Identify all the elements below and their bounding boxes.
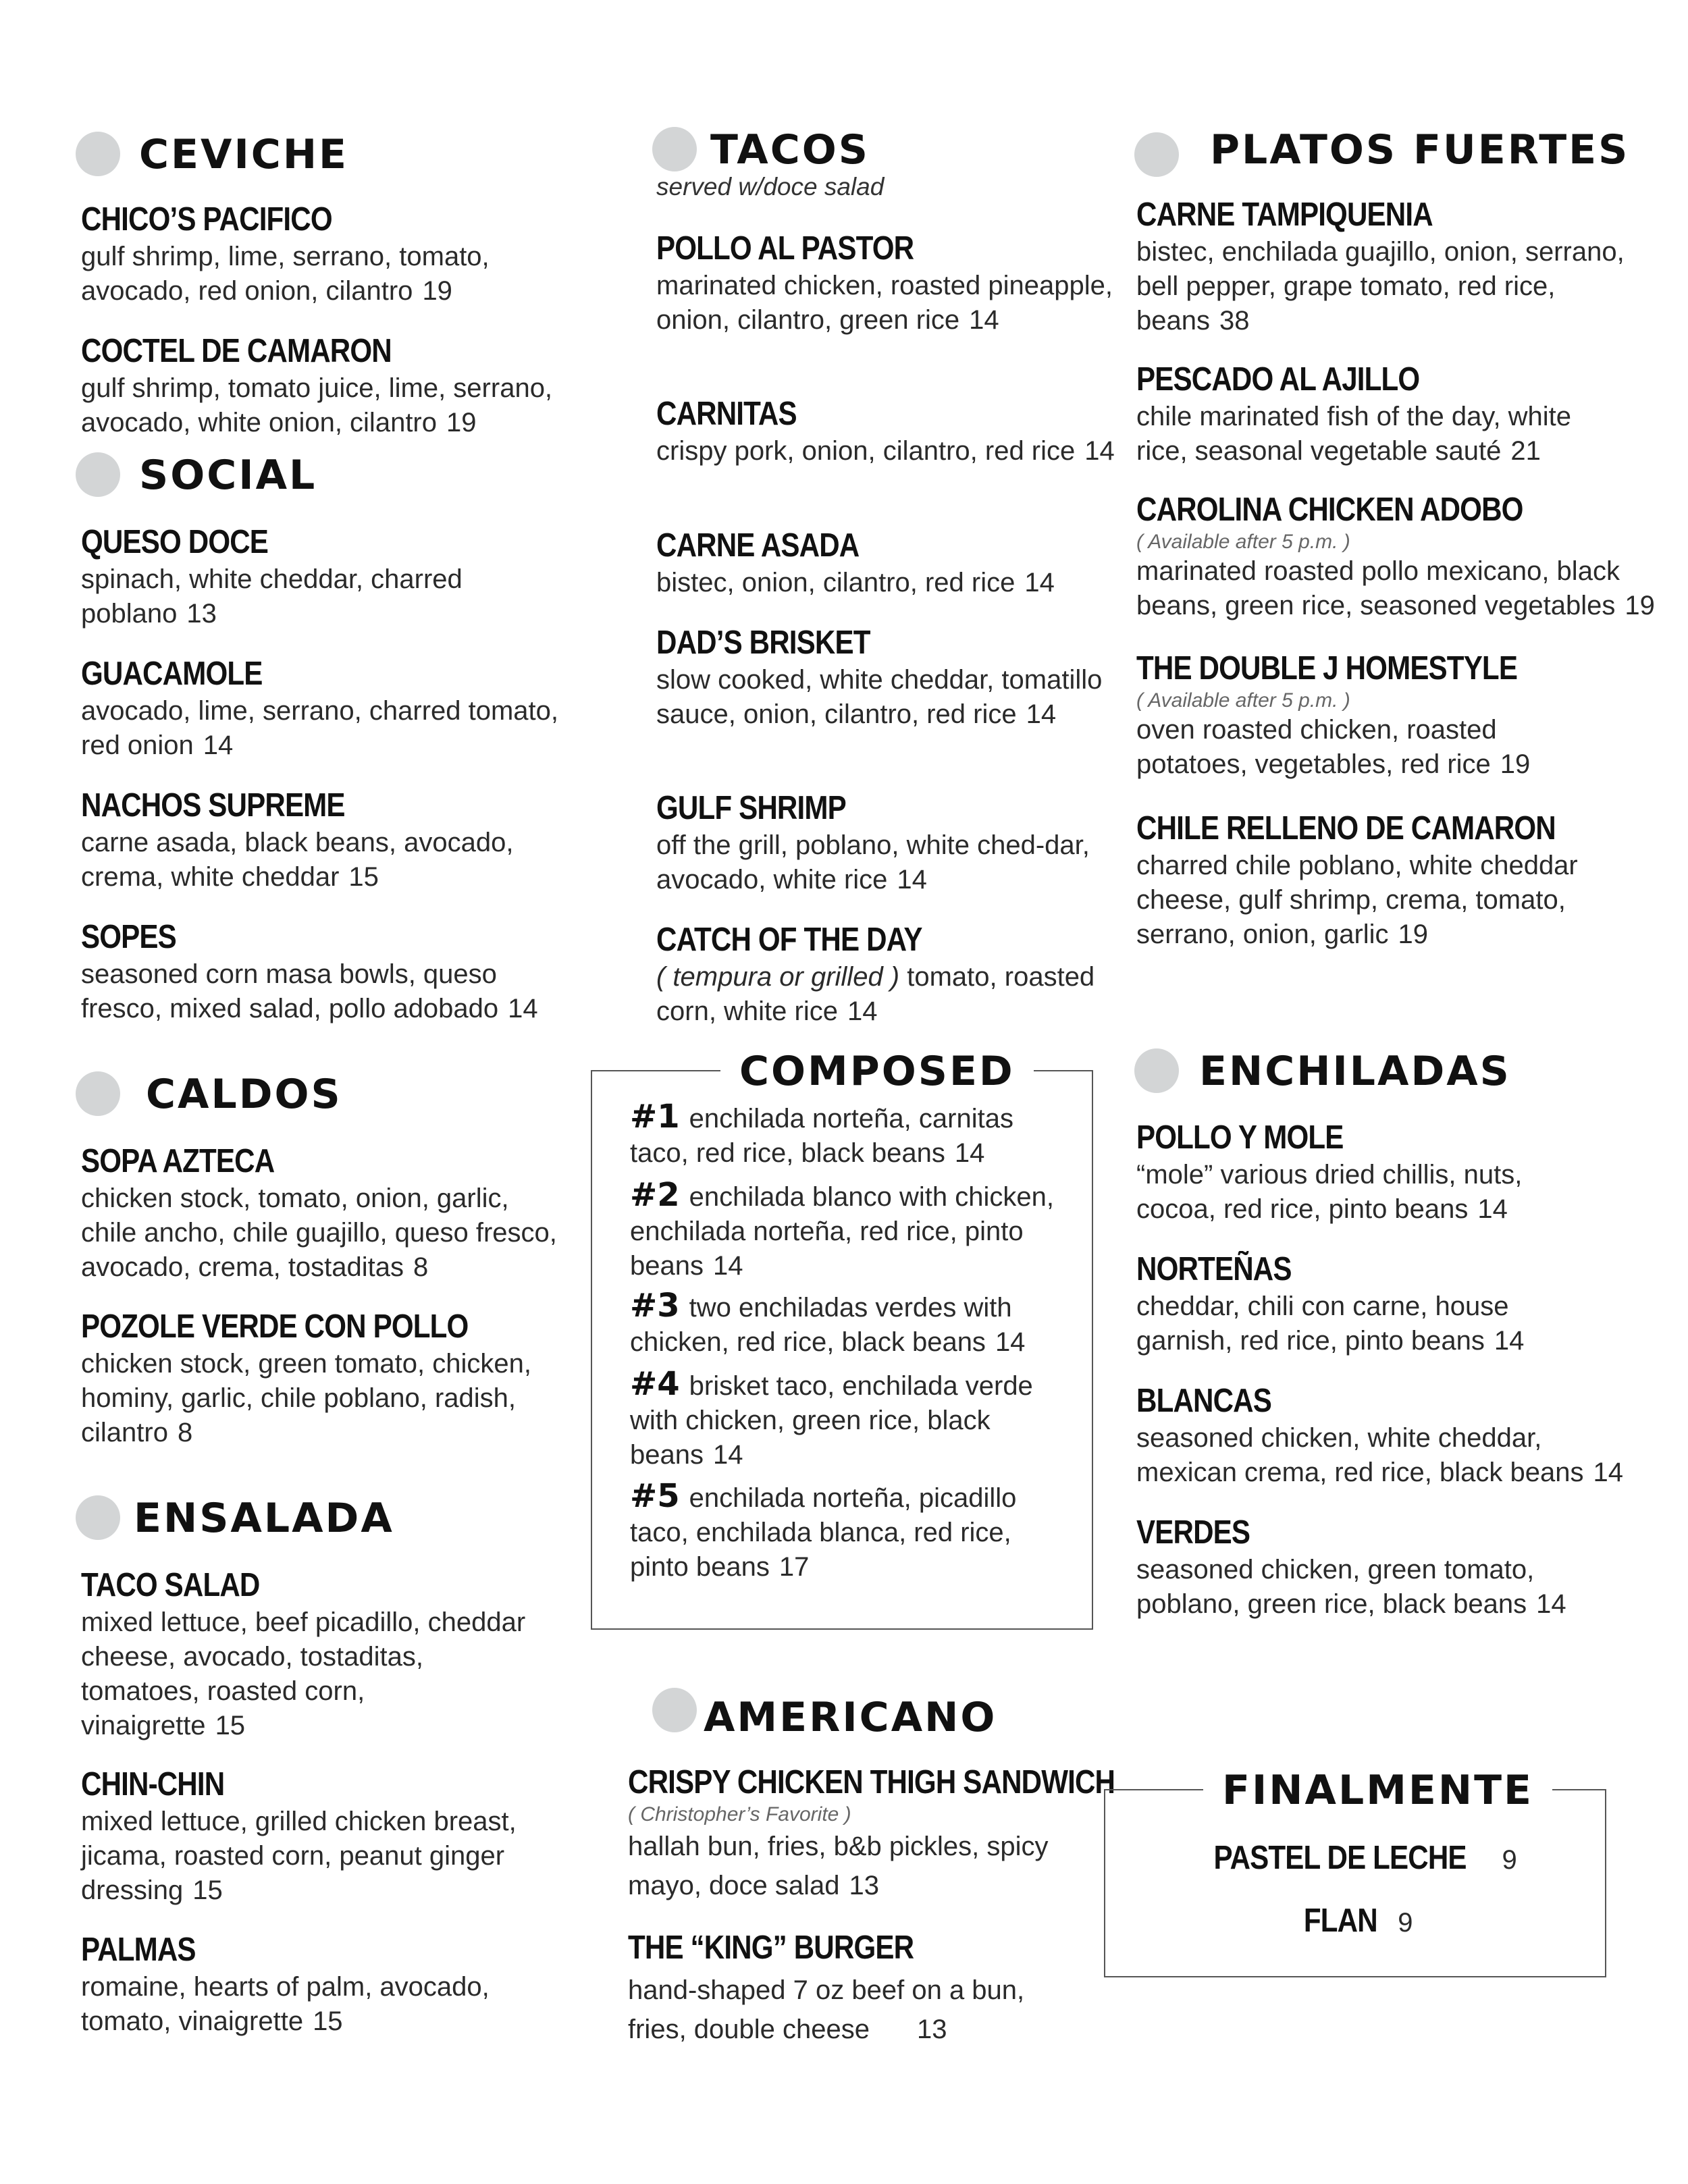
item-name: THE DOUBLE J HOMESTYLE bbox=[1136, 650, 1518, 687]
item-price: 15 bbox=[313, 2006, 343, 2036]
item-desc: romaine, hearts of palm, avocado, tomato, vinaigrette bbox=[81, 1972, 490, 2036]
dessert-name: FLAN bbox=[1303, 1902, 1377, 1939]
item-desc: marinated roasted pollo mexicano, black beans, green rice, seasoned vegetables bbox=[1136, 556, 1620, 620]
item-desc: seasoned chicken, green tomato, poblano, green rice, black beans bbox=[1136, 1555, 1535, 1619]
menu-item bbox=[81, 199, 567, 309]
item-name: PESCADO AL AJILLO bbox=[1136, 361, 1420, 398]
item-name: PALMAS bbox=[81, 1932, 196, 1968]
item-price: 19 bbox=[422, 276, 452, 306]
item-desc: tomato, roasted corn, white rice bbox=[656, 962, 1095, 1026]
combo-desc: two enchiladas verdes with chicken, red rice, black beans bbox=[630, 1293, 1012, 1357]
section-title: CALDOS bbox=[146, 1071, 342, 1118]
item-price: 19 bbox=[1398, 920, 1429, 949]
finalmente-box bbox=[1104, 1767, 1606, 1977]
section-title: TACOS bbox=[710, 126, 870, 174]
dessert-item bbox=[1105, 1839, 1605, 1877]
menu-item bbox=[81, 1929, 527, 2039]
section-dot-icon bbox=[1134, 1048, 1179, 1093]
item-price: 8 bbox=[413, 1252, 429, 1282]
item-desc: bistec, onion, cilantro, red rice bbox=[656, 568, 1016, 597]
menu-item bbox=[1136, 808, 1609, 952]
menu-item bbox=[628, 1762, 1114, 1905]
section-title: SOCIAL bbox=[139, 452, 317, 499]
combo-number: #5 bbox=[630, 1477, 680, 1515]
item-name: POZOLE VERDE CON POLLO bbox=[81, 1308, 469, 1345]
item-name: CARNE ASADA bbox=[656, 527, 860, 564]
item-name: BLANCAS bbox=[1136, 1383, 1271, 1419]
item-name: CARNITAS bbox=[656, 396, 797, 432]
menu-item bbox=[81, 331, 567, 440]
item-name: COCTEL DE CAMARON bbox=[81, 333, 392, 369]
menu-item bbox=[656, 622, 1115, 732]
item-desc: charred chile poblano, white cheddar cheese, gulf shrimp, crema, tomato, serrano, onion, garlic bbox=[1136, 851, 1578, 949]
finalmente-title: FINALMENTE bbox=[1203, 1770, 1552, 1811]
item-price: 19 bbox=[1625, 591, 1655, 620]
item-desc: “mole” various dried chillis, nuts, cocoa, red rice, pinto beans bbox=[1136, 1160, 1523, 1224]
item-desc: hand-shaped 7 oz beef on a bun, fries, double cheese bbox=[628, 1975, 1025, 2044]
section-dot-icon bbox=[652, 127, 697, 171]
item-name: CHIN-CHIN bbox=[81, 1766, 225, 1803]
item-name: CARNE TAMPIQUENIA bbox=[1136, 196, 1433, 233]
combo-price: 14 bbox=[712, 1251, 743, 1281]
item-desc: chicken stock, green tomato, chicken, hominy, garlic, chile poblano, radish, cilantro bbox=[81, 1349, 531, 1447]
item-desc: marinated chicken, roasted pineapple, onion, cilantro, green rice bbox=[656, 271, 1113, 335]
combo-item bbox=[630, 1367, 1062, 1472]
combo-number: #2 bbox=[630, 1176, 680, 1214]
item-name: TACO SALAD bbox=[81, 1567, 260, 1603]
item-name: CHILE RELLENO DE CAMARON bbox=[1136, 810, 1556, 847]
composed-box bbox=[591, 1048, 1093, 1630]
section-title: ENCHILADAS bbox=[1199, 1048, 1511, 1095]
item-name: NACHOS SUPREME bbox=[81, 787, 345, 824]
item-desc: seasoned corn masa bowls, queso fresco, mixed salad, pollo adobado bbox=[81, 959, 499, 1023]
combo-price: 14 bbox=[712, 1440, 743, 1470]
menu-item bbox=[628, 1927, 1060, 2049]
section-dot-icon bbox=[76, 452, 120, 497]
item-price: 14 bbox=[1536, 1589, 1566, 1619]
item-desc: slow cooked, white cheddar, tomatillo sauce, onion, cilantro, red rice bbox=[656, 665, 1103, 729]
item-price: 14 bbox=[1084, 436, 1115, 466]
menu-item bbox=[656, 788, 1115, 897]
item-desc: spinach, white cheddar, charred poblano bbox=[81, 564, 463, 629]
combo-desc: brisket taco, enchilada verde with chicken, green rice, black beans bbox=[630, 1371, 1033, 1470]
item-price: 13 bbox=[849, 1871, 880, 1900]
item-desc: mixed lettuce, beef picadillo, cheddar cheese, avocado, tostaditas, tomatoes, roasted corn, vinaigrette bbox=[81, 1607, 526, 1740]
menu-item bbox=[1136, 194, 1650, 338]
item-name: CATCH OF THE DAY bbox=[656, 922, 922, 958]
item-desc: chicken stock, tomato, onion, garlic, chile ancho, chile guajillo, queso fresco, avocado, crema, tostaditas bbox=[81, 1183, 557, 1282]
item-price: 15 bbox=[192, 1875, 223, 1905]
section-title: AMERICANO bbox=[704, 1694, 997, 1741]
item-price: 21 bbox=[1510, 436, 1541, 466]
dessert-item bbox=[1105, 1902, 1605, 1940]
combo-desc: enchilada norteña, carnitas taco, red rice, black beans bbox=[630, 1104, 1013, 1168]
combo-price: 14 bbox=[954, 1138, 985, 1168]
item-price: 19 bbox=[446, 408, 477, 437]
item-price: 38 bbox=[1219, 306, 1250, 336]
section-dot-icon bbox=[1134, 132, 1179, 177]
combo-item bbox=[630, 1100, 1062, 1171]
item-price: 14 bbox=[203, 730, 234, 760]
item-desc: crispy pork, onion, cilantro, red rice bbox=[656, 436, 1076, 466]
item-desc: carne asada, black beans, avocado, crema, white cheddar bbox=[81, 828, 514, 892]
menu-item bbox=[81, 1565, 527, 1743]
item-desc: chile marinated fish of the day, white rice, seasonal vegetable sauté bbox=[1136, 402, 1572, 466]
menu-item bbox=[81, 522, 500, 631]
tacos-tagline: served w/doce salad bbox=[656, 173, 885, 201]
item-price: 14 bbox=[1026, 699, 1057, 729]
menu-item bbox=[1136, 489, 1656, 623]
item-note: ( Christopher’s Favorite ) bbox=[628, 1803, 851, 1826]
combo-number: #3 bbox=[630, 1287, 680, 1325]
item-price: 15 bbox=[215, 1711, 246, 1740]
menu-item bbox=[1136, 648, 1555, 782]
item-name: SOPA AZTECA bbox=[81, 1143, 275, 1179]
combo-price: 17 bbox=[779, 1552, 810, 1582]
menu-item bbox=[1136, 1249, 1595, 1358]
menu-item bbox=[656, 920, 1129, 1029]
menu-item bbox=[81, 1764, 567, 1908]
composed-title: COMPOSED bbox=[720, 1051, 1034, 1092]
section-title: ENSALADA bbox=[134, 1495, 394, 1542]
item-name: CHICO’S PACIFICO bbox=[81, 201, 332, 238]
menu-item bbox=[81, 785, 567, 895]
combo-item bbox=[630, 1289, 1062, 1360]
item-price: 19 bbox=[1500, 749, 1531, 779]
combo-item bbox=[630, 1479, 1062, 1584]
combo-price: 14 bbox=[995, 1327, 1026, 1357]
menu-item bbox=[656, 228, 1115, 338]
item-price: 14 bbox=[1477, 1194, 1508, 1224]
combo-number: #1 bbox=[630, 1098, 680, 1136]
item-price: 14 bbox=[1494, 1326, 1525, 1356]
item-desc: bistec, enchilada guajillo, onion, serrano, bell pepper, grape tomato, red rice, beans bbox=[1136, 237, 1625, 336]
item-price: 13 bbox=[917, 2015, 947, 2044]
menu-item bbox=[656, 525, 1129, 600]
item-name: GULF SHRIMP bbox=[656, 790, 846, 826]
item-price: 14 bbox=[1024, 568, 1055, 597]
menu-item bbox=[81, 654, 567, 763]
combo-desc: enchilada norteña, picadillo taco, enchilada blanca, red rice, pinto beans bbox=[630, 1483, 1017, 1582]
item-name: CRISPY CHICKEN THIGH SANDWICH bbox=[628, 1764, 1115, 1801]
item-name: GUACAMOLE bbox=[81, 656, 263, 692]
item-price: 14 bbox=[1593, 1458, 1623, 1487]
item-name: DAD’S BRISKET bbox=[656, 624, 870, 661]
item-name: POLLO AL PASTOR bbox=[656, 230, 914, 267]
combo-number: #4 bbox=[630, 1365, 680, 1403]
section-dot-icon bbox=[76, 1495, 120, 1540]
menu-item bbox=[1136, 359, 1609, 469]
item-desc: mixed lettuce, grilled chicken breast, jicama, roasted corn, peanut ginger dressing bbox=[81, 1807, 517, 1905]
combo-desc: enchilada blanco with chicken, enchilada norteña, red rice, pinto beans bbox=[630, 1182, 1054, 1281]
section-title: CEVICHE bbox=[139, 131, 349, 178]
item-desc: seasoned chicken, white cheddar, mexican crema, red rice, black beans bbox=[1136, 1423, 1584, 1487]
section-dot-icon bbox=[76, 132, 120, 176]
item-name: VERDES bbox=[1136, 1514, 1250, 1551]
section-dot-icon bbox=[652, 1688, 697, 1732]
item-price: 14 bbox=[508, 994, 538, 1023]
item-name: POLLO Y MOLE bbox=[1136, 1119, 1344, 1156]
item-price: 14 bbox=[897, 865, 927, 895]
item-note: ( Available after 5 p.m. ) bbox=[1136, 689, 1350, 712]
section-dot-icon bbox=[76, 1071, 120, 1116]
item-desc: off the grill, poblano, white ched-dar, avocado, white rice bbox=[656, 830, 1090, 895]
item-desc: hallah bun, fries, b&b pickles, spicy mayo, doce salad bbox=[628, 1832, 1049, 1900]
menu-item bbox=[1136, 1117, 1595, 1227]
item-name: NORTEÑAS bbox=[1136, 1251, 1292, 1287]
menu-item bbox=[81, 1306, 567, 1450]
dessert-price: 9 bbox=[1398, 1908, 1413, 1938]
item-note: ( Available after 5 p.m. ) bbox=[1136, 531, 1350, 553]
menu-item bbox=[1136, 1512, 1609, 1622]
menu-item bbox=[81, 917, 567, 1026]
menu-item bbox=[81, 1141, 567, 1285]
dessert-price: 9 bbox=[1502, 1845, 1517, 1875]
item-desc: oven roasted chicken, roasted potatoes, vegetables, red rice bbox=[1136, 715, 1497, 779]
item-name: CAROLINA CHICKEN ADOBO bbox=[1136, 491, 1523, 528]
item-desc: gulf shrimp, lime, serrano, tomato, avocado, red onion, cilantro bbox=[81, 242, 490, 306]
item-desc: avocado, lime, serrano, charred tomato, red onion bbox=[81, 696, 559, 760]
item-desc: gulf shrimp, tomato juice, lime, serrano, avocado, white onion, cilantro bbox=[81, 373, 553, 437]
item-name: THE “KING” BURGER bbox=[628, 1929, 914, 1966]
item-price: 8 bbox=[177, 1418, 193, 1447]
menu-item bbox=[1136, 1381, 1650, 1490]
item-name: QUESO DOCE bbox=[81, 524, 269, 560]
combo-item bbox=[630, 1178, 1062, 1283]
item-price: 13 bbox=[186, 599, 217, 629]
dessert-name: PASTEL DE LECHE bbox=[1213, 1840, 1467, 1876]
menu-item bbox=[656, 394, 1115, 469]
item-name: SOPES bbox=[81, 919, 176, 955]
section-title: PLATOS FUERTES bbox=[1210, 126, 1630, 174]
item-price: 14 bbox=[969, 305, 999, 335]
item-price: 14 bbox=[847, 996, 878, 1026]
item-prep-note: ( tempura or grilled ) bbox=[656, 962, 900, 992]
item-desc: cheddar, chili con carne, house garnish, red rice, pinto beans bbox=[1136, 1291, 1509, 1356]
item-price: 15 bbox=[348, 862, 379, 892]
